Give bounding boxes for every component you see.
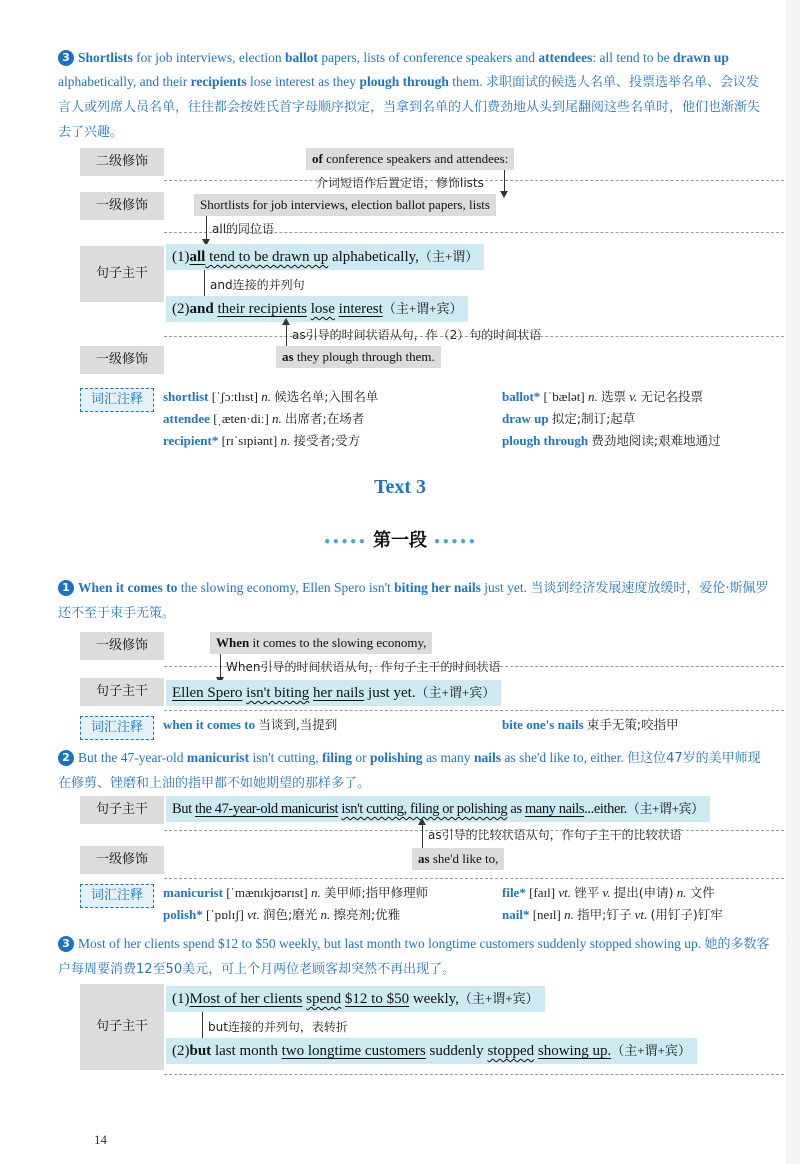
vocab-item: nail* [neɪl] n. 指甲;钉子 vt. (用钉子)钉牢 <box>502 907 723 922</box>
label-primary-modifier: 一级修饰 <box>80 632 164 660</box>
vocab-label: 词汇注释 <box>80 388 154 412</box>
vocab-label: 词汇注释 <box>80 716 154 740</box>
note-of: 介词短语作后置定语，修饰lists <box>316 176 484 190</box>
paragraph-3 <box>58 46 770 145</box>
arrow-down <box>220 654 221 678</box>
arrow-down <box>504 170 505 192</box>
connector-line <box>204 270 205 298</box>
modifier-box-as: as they plough through them. <box>276 346 441 368</box>
paragraph-text: When it comes to the slowing economy, Ellen Spero isn't biting her nails just yet. 当谈到经济发展速度放缓时，爱伦·斯佩罗还不至于束手无策。 <box>58 580 769 621</box>
vocab-item: attendee [ˌæten·diː] n. 出席者;在场者 <box>163 411 365 426</box>
main-clause: Ellen Spero isn't biting her nails just yet.（主+谓+宾） <box>166 680 501 706</box>
label-primary-modifier: 一级修饰 <box>80 346 164 374</box>
connector-line <box>202 1012 203 1038</box>
label-secondary-modifier: 二级修饰 <box>80 148 164 176</box>
paragraph-text: Shortlists for job interviews, election ballot papers, lists of conference speakers and attendees: all tend to be drawn up alphabetically, and their recipients lose interest as they plough through them. 求职面试的候选人名单、投票选举名单、会议发言人或列席人员名单，往往都会按姓氏首字母顺序拟定，当拿到名单的人们费劲地从头到尾翻阅这些名单时，他们也渐渐失去了兴趣。 <box>58 50 761 140</box>
paragraph-number-badge: 3 <box>58 936 74 952</box>
label-primary-modifier: 一级修饰 <box>80 192 164 220</box>
label-main-clause: 句子主干 <box>80 246 164 302</box>
text-title: Text 3 <box>373 476 427 498</box>
modifier-box-as: as she'd like to, <box>412 848 504 870</box>
label-main-clause: 句子主干 <box>80 796 164 824</box>
paragraph-text: Most of her clients spend $12 to $50 weekly, but last month two longtime customers suddenly stopped showing up. 她的多数客户每周要消费12至50美元，可上个月两位老顾客却突然不再出现了。 <box>58 936 770 977</box>
main-clause: But the 47-year-old manicurist isn't cutting, filing or polishing as many nails...either.（主+谓+宾） <box>166 796 710 822</box>
note-when: When引导的时间状语从句，作句子主干的时间状语 <box>226 660 501 674</box>
page-edge-shadow <box>786 0 800 1164</box>
label-primary-modifier: 一级修饰 <box>80 846 164 874</box>
label-main-clause: 句子主干 <box>80 984 164 1070</box>
note-as: as引导的时间状语从句，作（2）句的时间状语 <box>292 328 542 342</box>
vocab-item: polish* [ˈpɒlɪʃ] vt. 润色;磨光 n. 擦亮剂;优雅 <box>163 907 401 922</box>
vocab-item: manicurist [ˈmænɪkjʊərɪst] n. 美甲师;指甲修理师 <box>163 885 429 900</box>
vocab-item: recipient* [rɪˈsɪpiənt] n. 接受者;受方 <box>163 433 361 448</box>
divider <box>164 710 784 711</box>
paragraph-number-badge: 3 <box>58 50 74 66</box>
arrow-up <box>422 824 423 848</box>
modifier-box-when: When it comes to the slowing economy, <box>210 632 432 654</box>
paragraph-number-badge: 1 <box>58 580 74 596</box>
divider <box>164 1074 784 1075</box>
main-clause-2: (2)but last month two longtime customers suddenly stopped showing up.（主+谓+宾） <box>166 1038 697 1064</box>
label-main-clause: 句子主干 <box>80 678 164 706</box>
divider <box>164 878 784 879</box>
section-title: ••••• 第一段 ••••• <box>323 530 477 551</box>
main-clause-2: (2)and their recipients lose interest（主+谓+宾） <box>166 296 468 322</box>
modifier-box-of: of conference speakers and attendees: <box>306 148 514 170</box>
paragraph-text: But the 47-year-old manicurist isn't cutting, filing or polishing as many nails as she'd like to, either. 但这位47岁的美甲师现在修剪、锉磨和上油的指甲都不如她期望的那样多了。 <box>58 750 761 791</box>
vocab-item: when it comes to 当谈到,当提到 <box>163 717 338 732</box>
vocab-item: ballot* [ˈbælət] n. 选票 v. 无记名投票 <box>502 389 704 404</box>
arrow-down <box>206 216 207 240</box>
note-as: as引导的比较状语从句，作句子主干的比较状语 <box>428 828 682 842</box>
arrow-up <box>286 324 287 346</box>
note-but: but连接的并列句，表转折 <box>208 1020 348 1034</box>
note-all: all的同位语 <box>212 222 275 236</box>
paragraph-2 <box>58 746 770 796</box>
vocab-label: 词汇注释 <box>80 884 154 908</box>
note-and: and连接的并列句 <box>210 278 305 292</box>
page-number: 14 <box>94 1132 107 1147</box>
main-clause-1: (1)all tend to be drawn up alphabetically,（主+谓） <box>166 244 484 270</box>
paragraph-number-badge: 2 <box>58 750 74 766</box>
paragraph-3b <box>58 932 770 982</box>
modifier-box-shortlists: Shortlists for job interviews, election ballot papers, lists <box>194 194 496 216</box>
vocab-item: plough through 费劲地阅读;艰难地通过 <box>502 433 721 448</box>
vocab-item: shortlist [ˈʃɔːtlɪst] n. 候选名单;入围名单 <box>163 389 379 404</box>
vocab-item: file* [faɪl] vt. 锉平 v. 提出(申请) n. 文件 <box>502 885 715 900</box>
main-clause-1: (1)Most of her clients spend $12 to $50 weekly,（主+谓+宾） <box>166 986 545 1012</box>
vocab-item: bite one's nails 束手无策;咬指甲 <box>502 717 679 732</box>
paragraph-1 <box>58 576 770 626</box>
vocab-item: draw up 拟定;制订;起草 <box>502 411 636 426</box>
